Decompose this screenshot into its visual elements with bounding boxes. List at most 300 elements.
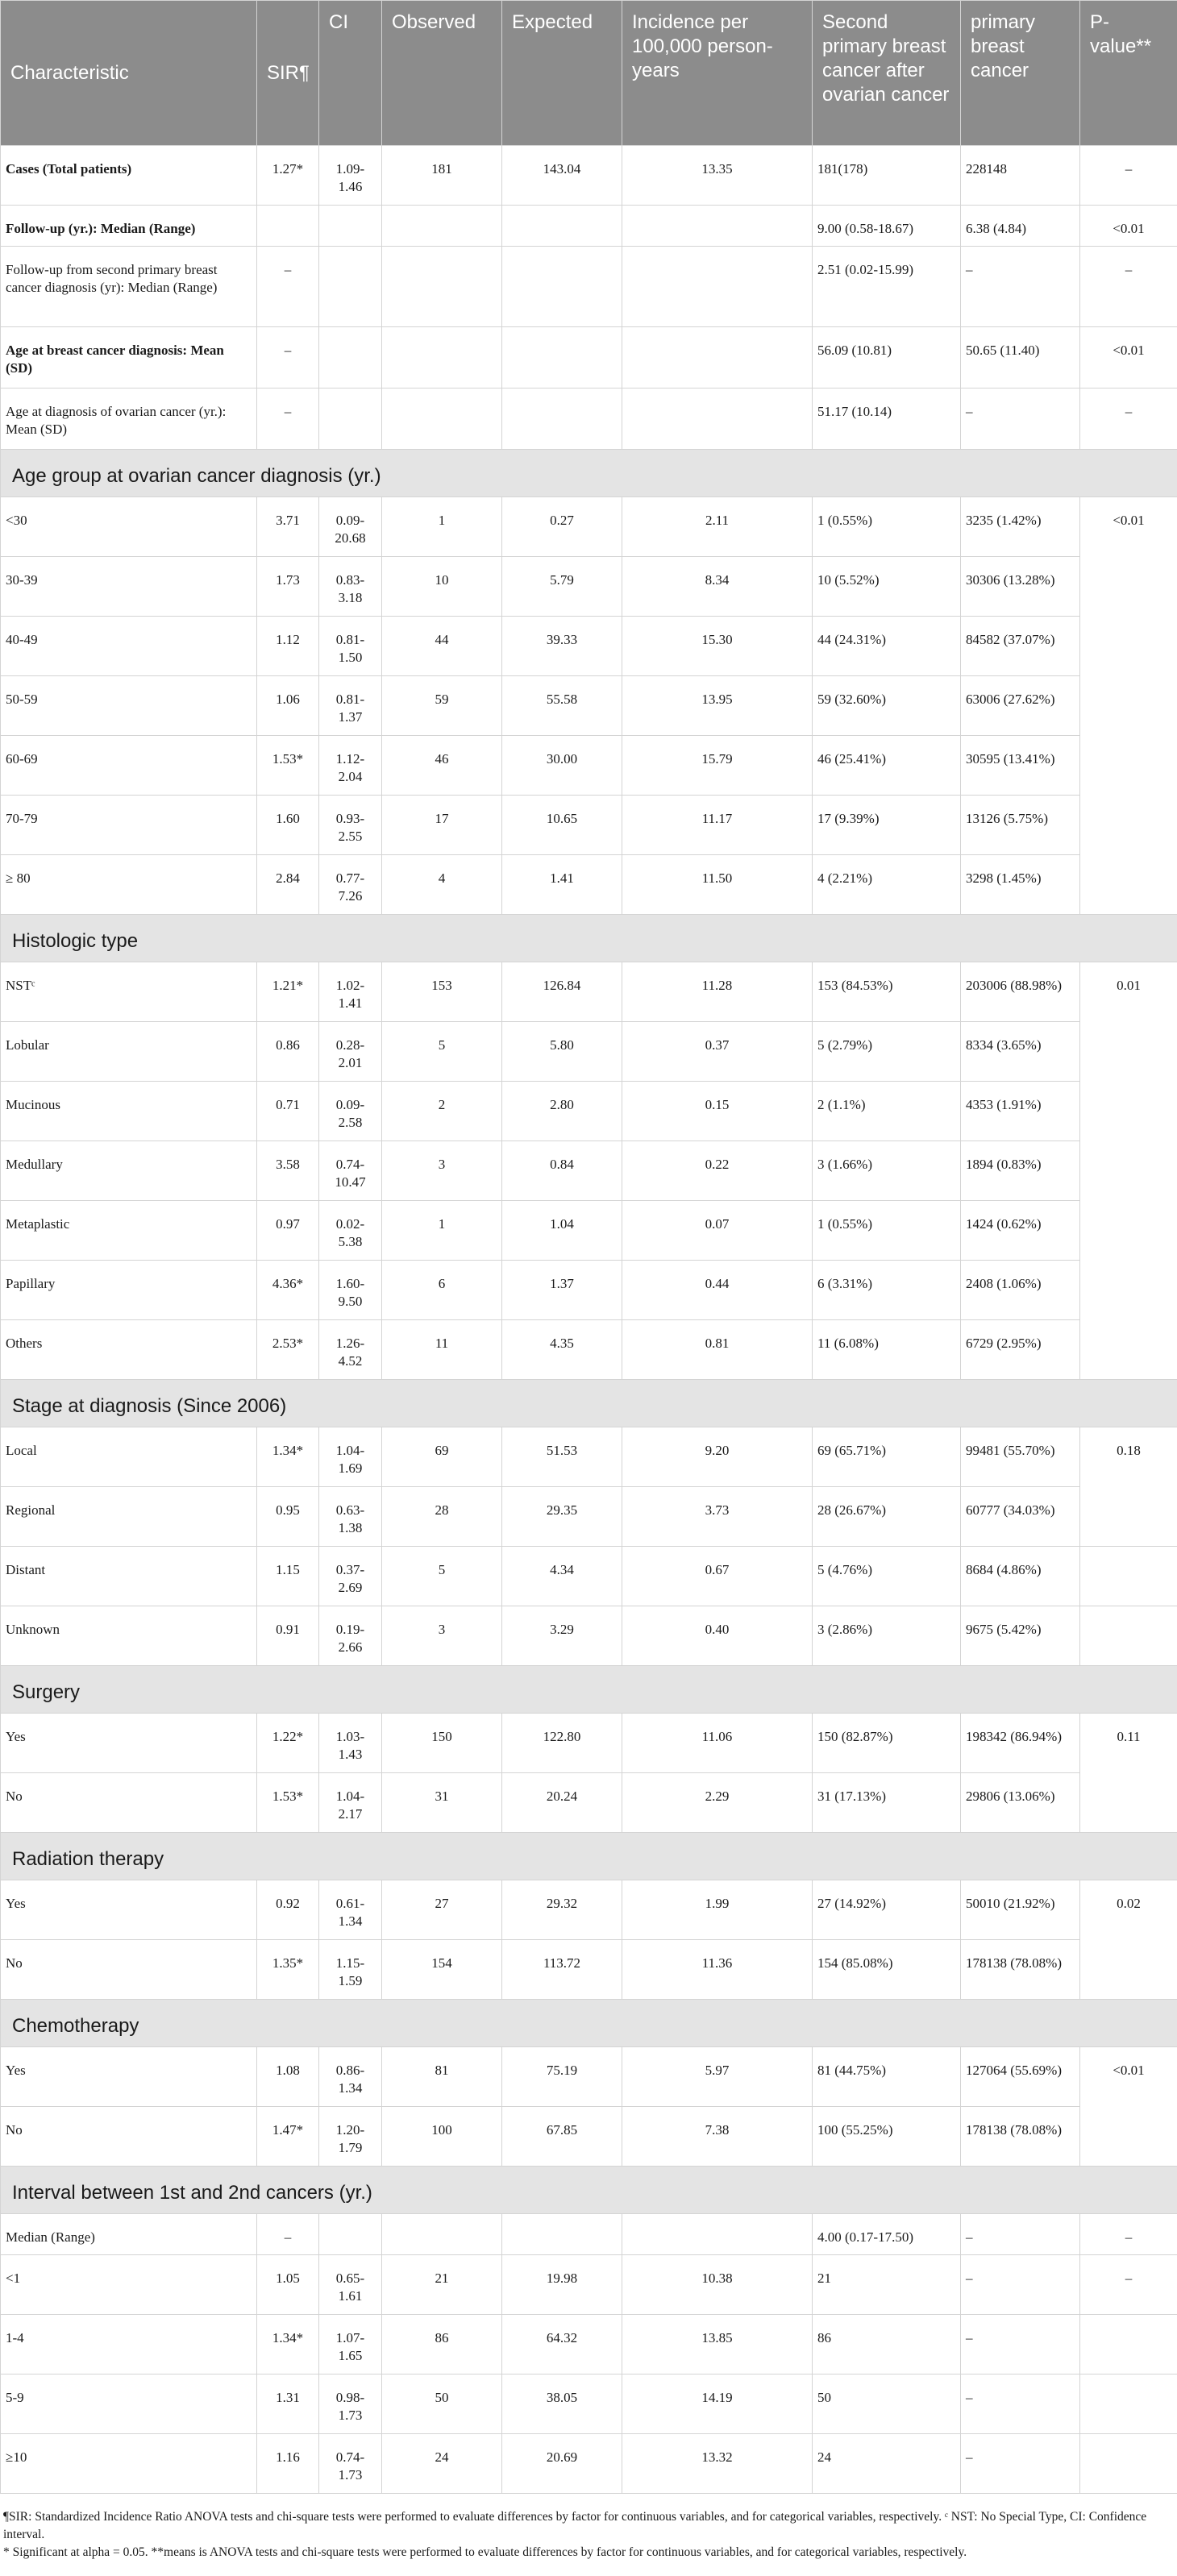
ci-cell: 0.02-5.38 bbox=[319, 1201, 382, 1261]
incidence-cell: 2.29 bbox=[622, 1773, 813, 1833]
sir-cell: 1.05 bbox=[257, 2255, 319, 2315]
table-row bbox=[1, 796, 1177, 855]
row-label: 30-39 bbox=[1, 557, 257, 617]
observed-cell: 150 bbox=[382, 1714, 502, 1773]
sir-cell: 1.47* bbox=[257, 2107, 319, 2167]
sir-cell: – bbox=[257, 247, 319, 327]
ci-cell: 1.04-1.69 bbox=[319, 1427, 382, 1487]
primary-cell: 3298 (1.45%) bbox=[961, 855, 1080, 915]
second-primary-cell: 59 (32.60%) bbox=[813, 676, 961, 736]
section-title: Interval between 1st and 2nd cancers (yr.) bbox=[1, 2167, 1177, 2214]
p-value-cell: – bbox=[1080, 2255, 1177, 2315]
second-primary-cell: 4.00 (0.17-17.50) bbox=[813, 2214, 961, 2255]
expected-cell: 20.24 bbox=[502, 1773, 622, 1833]
p-value-cell bbox=[1080, 2434, 1177, 2494]
sir-cell: 1.53* bbox=[257, 1773, 319, 1833]
row-label: ≥ 80 bbox=[1, 855, 257, 915]
row-label: 1-4 bbox=[1, 2315, 257, 2374]
sir-cell: 1.35* bbox=[257, 1940, 319, 2000]
observed-cell: 2 bbox=[382, 1082, 502, 1141]
expected-cell bbox=[502, 247, 622, 327]
sir-cell bbox=[257, 206, 319, 247]
second-primary-cell: 1 (0.55%) bbox=[813, 1201, 961, 1261]
expected-cell: 143.04 bbox=[502, 146, 622, 206]
table-row bbox=[1, 206, 1177, 247]
second-primary-cell: 56.09 (10.81) bbox=[813, 327, 961, 388]
sir-cell: 1.53* bbox=[257, 736, 319, 796]
second-primary-cell: 181(178) bbox=[813, 146, 961, 206]
ci-cell: 1.15-1.59 bbox=[319, 1940, 382, 2000]
row-label: 50-59 bbox=[1, 676, 257, 736]
section-title: Stage at diagnosis (Since 2006) bbox=[1, 1380, 1177, 1427]
ci-cell: 0.93-2.55 bbox=[319, 796, 382, 855]
table-row bbox=[1, 247, 1177, 327]
ci-cell: 0.74-1.73 bbox=[319, 2434, 382, 2494]
primary-cell: 60777 (34.03%) bbox=[961, 1487, 1080, 1547]
incidence-cell: 11.36 bbox=[622, 1940, 813, 2000]
ci-cell: 0.74-10.47 bbox=[319, 1141, 382, 1201]
incidence-cell: 11.50 bbox=[622, 855, 813, 915]
ci-cell: 0.81-1.50 bbox=[319, 617, 382, 676]
footnote-significance: * Significant at alpha = 0.05. **means is ANOVA tests and chi-square tests were performed to evaluate differences by factor for continuous variables, and for categorical variables, respectively. bbox=[3, 2545, 967, 2559]
expected-cell: 29.35 bbox=[502, 1487, 622, 1547]
observed-cell: 44 bbox=[382, 617, 502, 676]
expected-cell: 10.65 bbox=[502, 796, 622, 855]
ci-cell: 0.19-2.66 bbox=[319, 1606, 382, 1666]
second-primary-cell: 31 (17.13%) bbox=[813, 1773, 961, 1833]
second-primary-cell: 17 (9.39%) bbox=[813, 796, 961, 855]
ci-cell: 0.63-1.38 bbox=[319, 1487, 382, 1547]
row-label: Regional bbox=[1, 1487, 257, 1547]
table-row bbox=[1, 1082, 1177, 1141]
incidence-cell bbox=[622, 206, 813, 247]
primary-cell: 30595 (13.41%) bbox=[961, 736, 1080, 796]
table-row bbox=[1, 146, 1177, 206]
row-label: Metaplastic bbox=[1, 1201, 257, 1261]
ci-cell: 1.07-1.65 bbox=[319, 2315, 382, 2374]
incidence-cell: 0.81 bbox=[622, 1320, 813, 1380]
observed-cell: 27 bbox=[382, 1880, 502, 1940]
p-value-cell: 0.02 bbox=[1080, 1880, 1177, 2000]
section-title: Chemotherapy bbox=[1, 2000, 1177, 2047]
incidence-cell: 5.97 bbox=[622, 2047, 813, 2107]
p-value-cell: – bbox=[1080, 247, 1177, 327]
p-value-cell bbox=[1080, 1606, 1177, 1666]
section-header bbox=[1, 2167, 1177, 2214]
ci-cell: 1.04-2.17 bbox=[319, 1773, 382, 1833]
p-value-cell: 0.11 bbox=[1080, 1714, 1177, 1833]
table-row bbox=[1, 1487, 1177, 1547]
p-value-cell: – bbox=[1080, 388, 1177, 450]
section-header bbox=[1, 1380, 1177, 1427]
ci-cell: 0.09-2.58 bbox=[319, 1082, 382, 1141]
second-primary-cell: 27 (14.92%) bbox=[813, 1880, 961, 1940]
table-row bbox=[1, 1880, 1177, 1940]
incidence-cell: 13.32 bbox=[622, 2434, 813, 2494]
sir-cell: 1.22* bbox=[257, 1714, 319, 1773]
sir-cell: 1.27* bbox=[257, 146, 319, 206]
ci-cell: 0.61-1.34 bbox=[319, 1880, 382, 1940]
table-row bbox=[1, 2107, 1177, 2167]
second-primary-cell: 10 (5.52%) bbox=[813, 557, 961, 617]
observed-cell: 5 bbox=[382, 1547, 502, 1606]
expected-cell: 20.69 bbox=[502, 2434, 622, 2494]
observed-cell: 21 bbox=[382, 2255, 502, 2315]
table-row bbox=[1, 1320, 1177, 1380]
expected-cell: 19.98 bbox=[502, 2255, 622, 2315]
col-header-p-value: P-value** bbox=[1080, 1, 1177, 146]
expected-cell: 75.19 bbox=[502, 2047, 622, 2107]
incidence-cell: 0.40 bbox=[622, 1606, 813, 1666]
ci-cell: 1.12-2.04 bbox=[319, 736, 382, 796]
second-primary-cell: 46 (25.41%) bbox=[813, 736, 961, 796]
primary-cell: 6.38 (4.84) bbox=[961, 206, 1080, 247]
second-primary-cell: 9.00 (0.58-18.67) bbox=[813, 206, 961, 247]
incidence-cell bbox=[622, 388, 813, 450]
expected-cell: 0.27 bbox=[502, 497, 622, 557]
incidence-cell: 0.15 bbox=[622, 1082, 813, 1141]
expected-cell: 1.37 bbox=[502, 1261, 622, 1320]
footnotes bbox=[0, 2508, 1177, 2561]
incidence-cell: 0.44 bbox=[622, 1261, 813, 1320]
col-header-sir: SIR¶ bbox=[257, 1, 319, 146]
ci-cell: 1.60-9.50 bbox=[319, 1261, 382, 1320]
section-title: Radiation therapy bbox=[1, 1833, 1177, 1880]
observed-cell: 1 bbox=[382, 1201, 502, 1261]
sir-cell: 1.15 bbox=[257, 1547, 319, 1606]
sir-cell: 1.34* bbox=[257, 2315, 319, 2374]
ci-cell: 0.28-2.01 bbox=[319, 1022, 382, 1082]
sir-cell: 1.34* bbox=[257, 1427, 319, 1487]
second-primary-cell: 5 (2.79%) bbox=[813, 1022, 961, 1082]
incidence-cell: 13.35 bbox=[622, 146, 813, 206]
row-label: Distant bbox=[1, 1547, 257, 1606]
row-label: Lobular bbox=[1, 1022, 257, 1082]
row-label: 40-49 bbox=[1, 617, 257, 676]
primary-cell: 8684 (4.86%) bbox=[961, 1547, 1080, 1606]
sir-cell: 1.73 bbox=[257, 557, 319, 617]
second-primary-cell: 21 bbox=[813, 2255, 961, 2315]
row-label: 5-9 bbox=[1, 2374, 257, 2434]
ci-cell: 0.09-20.68 bbox=[319, 497, 382, 557]
table-row bbox=[1, 1714, 1177, 1773]
ci-cell: 1.09-1.46 bbox=[319, 146, 382, 206]
primary-cell: 178138 (78.08%) bbox=[961, 2107, 1080, 2167]
section-title: Surgery bbox=[1, 1666, 1177, 1714]
observed-cell: 181 bbox=[382, 146, 502, 206]
second-primary-cell: 153 (84.53%) bbox=[813, 962, 961, 1022]
second-primary-cell: 2 (1.1%) bbox=[813, 1082, 961, 1141]
expected-cell: 55.58 bbox=[502, 676, 622, 736]
primary-cell: – bbox=[961, 247, 1080, 327]
primary-cell: 13126 (5.75%) bbox=[961, 796, 1080, 855]
row-label: Cases (Total patients) bbox=[1, 146, 257, 206]
incidence-cell: 15.79 bbox=[622, 736, 813, 796]
second-primary-cell: 100 (55.25%) bbox=[813, 2107, 961, 2167]
expected-cell bbox=[502, 327, 622, 388]
ci-cell: 0.37-2.69 bbox=[319, 1547, 382, 1606]
sir-cell: 0.91 bbox=[257, 1606, 319, 1666]
observed-cell: 50 bbox=[382, 2374, 502, 2434]
table-row bbox=[1, 676, 1177, 736]
expected-cell: 4.34 bbox=[502, 1547, 622, 1606]
col-header-characteristic: Characteristic bbox=[1, 1, 257, 146]
table-row bbox=[1, 2214, 1177, 2255]
observed-cell: 11 bbox=[382, 1320, 502, 1380]
incidence-cell: 3.73 bbox=[622, 1487, 813, 1547]
col-header-incidence: Incidence per 100,000 person-years bbox=[622, 1, 813, 146]
table-row bbox=[1, 962, 1177, 1022]
expected-cell: 122.80 bbox=[502, 1714, 622, 1773]
table-row bbox=[1, 1261, 1177, 1320]
sir-cell: 1.21* bbox=[257, 962, 319, 1022]
observed-cell: 4 bbox=[382, 855, 502, 915]
incidence-cell: 13.95 bbox=[622, 676, 813, 736]
section-header bbox=[1, 1833, 1177, 1880]
sir-cell: 3.71 bbox=[257, 497, 319, 557]
row-label: Papillary bbox=[1, 1261, 257, 1320]
primary-cell: 1894 (0.83%) bbox=[961, 1141, 1080, 1201]
incidence-cell: 11.06 bbox=[622, 1714, 813, 1773]
p-value-cell: – bbox=[1080, 2214, 1177, 2255]
sir-cell: 3.58 bbox=[257, 1141, 319, 1201]
expected-cell: 1.41 bbox=[502, 855, 622, 915]
table-row bbox=[1, 1201, 1177, 1261]
table-row bbox=[1, 2315, 1177, 2374]
table-row bbox=[1, 557, 1177, 617]
second-primary-cell: 6 (3.31%) bbox=[813, 1261, 961, 1320]
table-row bbox=[1, 617, 1177, 676]
observed-cell: 153 bbox=[382, 962, 502, 1022]
p-value-cell bbox=[1080, 1547, 1177, 1606]
table-row bbox=[1, 327, 1177, 388]
sir-cell: 1.16 bbox=[257, 2434, 319, 2494]
observed-cell bbox=[382, 388, 502, 450]
col-header-second-primary: Second primary breast cancer after ovarian cancer bbox=[813, 1, 961, 146]
sir-cell: – bbox=[257, 327, 319, 388]
row-label: Yes bbox=[1, 2047, 257, 2107]
p-value-cell: 0.18 bbox=[1080, 1427, 1177, 1547]
expected-cell: 64.32 bbox=[502, 2315, 622, 2374]
observed-cell bbox=[382, 327, 502, 388]
primary-cell: 29806 (13.06%) bbox=[961, 1773, 1080, 1833]
row-label: Follow-up from second primary breast cancer diagnosis (yr): Median (Range) bbox=[1, 247, 257, 327]
observed-cell: 5 bbox=[382, 1022, 502, 1082]
expected-cell: 4.35 bbox=[502, 1320, 622, 1380]
table-row bbox=[1, 1547, 1177, 1606]
sir-cell: 4.36* bbox=[257, 1261, 319, 1320]
section-header bbox=[1, 450, 1177, 497]
expected-cell bbox=[502, 388, 622, 450]
expected-cell bbox=[502, 206, 622, 247]
expected-cell: 30.00 bbox=[502, 736, 622, 796]
table-row bbox=[1, 1606, 1177, 1666]
ci-cell: 1.20-1.79 bbox=[319, 2107, 382, 2167]
observed-cell: 46 bbox=[382, 736, 502, 796]
expected-cell: 126.84 bbox=[502, 962, 622, 1022]
row-label: 70-79 bbox=[1, 796, 257, 855]
table-row bbox=[1, 855, 1177, 915]
ci-cell: 0.77-7.26 bbox=[319, 855, 382, 915]
incidence-cell: 2.11 bbox=[622, 497, 813, 557]
incidence-cell: 0.07 bbox=[622, 1201, 813, 1261]
ci-cell bbox=[319, 206, 382, 247]
second-primary-cell: 5 (4.76%) bbox=[813, 1547, 961, 1606]
primary-cell: 3235 (1.42%) bbox=[961, 497, 1080, 557]
sir-cell: – bbox=[257, 388, 319, 450]
expected-cell: 2.80 bbox=[502, 1082, 622, 1141]
incidence-cell: 11.17 bbox=[622, 796, 813, 855]
incidence-cell: 8.34 bbox=[622, 557, 813, 617]
primary-cell: – bbox=[961, 2434, 1080, 2494]
ci-cell: 1.26-4.52 bbox=[319, 1320, 382, 1380]
primary-cell: – bbox=[961, 2214, 1080, 2255]
observed-cell bbox=[382, 206, 502, 247]
section-title: Age group at ovarian cancer diagnosis (yr.) bbox=[1, 450, 1177, 497]
second-primary-cell: 81 (44.75%) bbox=[813, 2047, 961, 2107]
table-row bbox=[1, 497, 1177, 557]
row-label: Follow-up (yr.): Median (Range) bbox=[1, 206, 257, 247]
header-row bbox=[1, 1, 1177, 146]
table-row bbox=[1, 1773, 1177, 1833]
observed-cell: 28 bbox=[382, 1487, 502, 1547]
p-value-cell: – bbox=[1080, 146, 1177, 206]
primary-cell: 50010 (21.92%) bbox=[961, 1880, 1080, 1940]
sir-cell: 0.92 bbox=[257, 1880, 319, 1940]
observed-cell: 81 bbox=[382, 2047, 502, 2107]
row-label: NSTᶜ bbox=[1, 962, 257, 1022]
table-row bbox=[1, 1427, 1177, 1487]
second-primary-cell: 28 (26.67%) bbox=[813, 1487, 961, 1547]
second-primary-cell: 24 bbox=[813, 2434, 961, 2494]
expected-cell: 5.80 bbox=[502, 1022, 622, 1082]
sir-cell: 0.95 bbox=[257, 1487, 319, 1547]
primary-cell: 50.65 (11.40) bbox=[961, 327, 1080, 388]
expected-cell: 67.85 bbox=[502, 2107, 622, 2167]
incidence-cell bbox=[622, 327, 813, 388]
second-primary-cell: 3 (1.66%) bbox=[813, 1141, 961, 1201]
row-label: Unknown bbox=[1, 1606, 257, 1666]
section-header bbox=[1, 915, 1177, 962]
primary-cell: 4353 (1.91%) bbox=[961, 1082, 1080, 1141]
observed-cell bbox=[382, 2214, 502, 2255]
ci-cell: 0.81-1.37 bbox=[319, 676, 382, 736]
row-label: No bbox=[1, 2107, 257, 2167]
observed-cell: 31 bbox=[382, 1773, 502, 1833]
row-label: Median (Range) bbox=[1, 2214, 257, 2255]
second-primary-cell: 3 (2.86%) bbox=[813, 1606, 961, 1666]
ci-cell: 0.98-1.73 bbox=[319, 2374, 382, 2434]
col-header-ci: CI bbox=[319, 1, 382, 146]
sir-cell: 2.84 bbox=[257, 855, 319, 915]
col-header-observed: Observed bbox=[382, 1, 502, 146]
incidence-cell bbox=[622, 247, 813, 327]
p-value-cell bbox=[1080, 2374, 1177, 2434]
primary-cell: – bbox=[961, 2255, 1080, 2315]
table-row bbox=[1, 2374, 1177, 2434]
row-label: No bbox=[1, 1773, 257, 1833]
table-row bbox=[1, 388, 1177, 450]
incidence-cell: 0.37 bbox=[622, 1022, 813, 1082]
p-value-cell: <0.01 bbox=[1080, 206, 1177, 247]
incidence-cell: 10.38 bbox=[622, 2255, 813, 2315]
second-primary-cell: 86 bbox=[813, 2315, 961, 2374]
observed-cell: 3 bbox=[382, 1606, 502, 1666]
table-row bbox=[1, 1940, 1177, 2000]
sir-cell: 1.60 bbox=[257, 796, 319, 855]
expected-cell: 29.32 bbox=[502, 1880, 622, 1940]
primary-cell: – bbox=[961, 2315, 1080, 2374]
table-row bbox=[1, 2434, 1177, 2494]
sir-cell: – bbox=[257, 2214, 319, 2255]
observed-cell: 100 bbox=[382, 2107, 502, 2167]
primary-cell: 1424 (0.62%) bbox=[961, 1201, 1080, 1261]
primary-cell: 6729 (2.95%) bbox=[961, 1320, 1080, 1380]
incidence-cell: 15.30 bbox=[622, 617, 813, 676]
primary-cell: 99481 (55.70%) bbox=[961, 1427, 1080, 1487]
incidence-cell: 9.20 bbox=[622, 1427, 813, 1487]
sir-cell: 1.06 bbox=[257, 676, 319, 736]
ci-cell: 0.65-1.61 bbox=[319, 2255, 382, 2315]
observed-cell: 154 bbox=[382, 1940, 502, 2000]
primary-cell: 63006 (27.62%) bbox=[961, 676, 1080, 736]
row-label: Local bbox=[1, 1427, 257, 1487]
p-value-cell: <0.01 bbox=[1080, 327, 1177, 388]
col-header-primary: primary breast cancer bbox=[961, 1, 1080, 146]
primary-cell: – bbox=[961, 388, 1080, 450]
observed-cell: 86 bbox=[382, 2315, 502, 2374]
table-row bbox=[1, 736, 1177, 796]
expected-cell: 38.05 bbox=[502, 2374, 622, 2434]
table-row bbox=[1, 2047, 1177, 2107]
expected-cell: 113.72 bbox=[502, 1940, 622, 2000]
expected-cell: 51.53 bbox=[502, 1427, 622, 1487]
row-label: Age at breast cancer diagnosis: Mean (SD) bbox=[1, 327, 257, 388]
row-label: No bbox=[1, 1940, 257, 2000]
ci-cell bbox=[319, 2214, 382, 2255]
primary-cell: 9675 (5.42%) bbox=[961, 1606, 1080, 1666]
expected-cell: 0.84 bbox=[502, 1141, 622, 1201]
ci-cell bbox=[319, 388, 382, 450]
p-value-cell: <0.01 bbox=[1080, 2047, 1177, 2167]
sir-cell: 0.86 bbox=[257, 1022, 319, 1082]
primary-cell: 203006 (88.98%) bbox=[961, 962, 1080, 1022]
expected-cell: 5.79 bbox=[502, 557, 622, 617]
table-body bbox=[1, 146, 1177, 2494]
primary-cell: 228148 bbox=[961, 146, 1080, 206]
observed-cell: 10 bbox=[382, 557, 502, 617]
observed-cell: 6 bbox=[382, 1261, 502, 1320]
observed-cell: 59 bbox=[382, 676, 502, 736]
second-primary-cell: 150 (82.87%) bbox=[813, 1714, 961, 1773]
row-label: Others bbox=[1, 1320, 257, 1380]
p-value-cell: 0.01 bbox=[1080, 962, 1177, 1380]
table-row bbox=[1, 1141, 1177, 1201]
row-label: ≥10 bbox=[1, 2434, 257, 2494]
sir-cell: 0.97 bbox=[257, 1201, 319, 1261]
observed-cell: 1 bbox=[382, 497, 502, 557]
ci-cell: 1.03-1.43 bbox=[319, 1714, 382, 1773]
ci-cell bbox=[319, 327, 382, 388]
expected-cell: 39.33 bbox=[502, 617, 622, 676]
sir-cell: 1.12 bbox=[257, 617, 319, 676]
table-row bbox=[1, 1022, 1177, 1082]
section-header bbox=[1, 2000, 1177, 2047]
second-primary-cell: 1 (0.55%) bbox=[813, 497, 961, 557]
row-label: 60-69 bbox=[1, 736, 257, 796]
ci-cell: 1.02-1.41 bbox=[319, 962, 382, 1022]
row-label: <30 bbox=[1, 497, 257, 557]
